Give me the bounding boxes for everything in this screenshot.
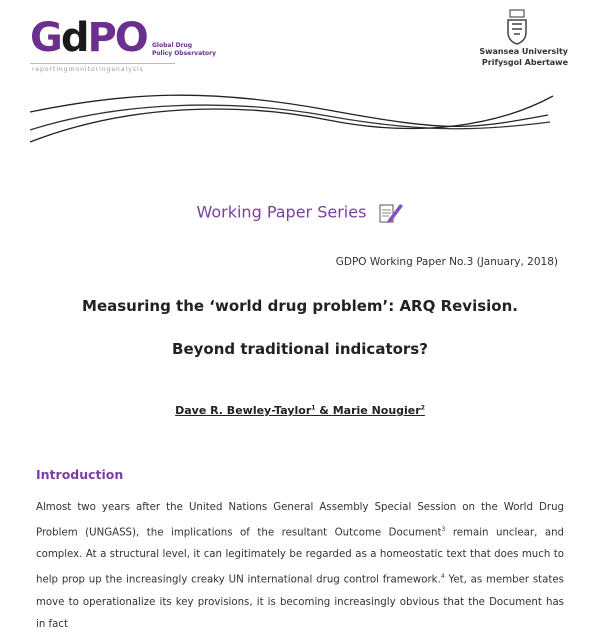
footnote-ref[interactable]: 3 [441, 526, 446, 533]
gdpo-logo-subtitle: Global Drug Policy Observatory [152, 42, 217, 57]
footnote-ref[interactable]: 4 [440, 573, 445, 581]
gdpo-logo [30, 16, 230, 80]
gdpo-logo-letters: GdPO [30, 15, 147, 61]
university-crest-icon [502, 8, 532, 46]
body-paragraph: Almost two years after the United Nations General Assembly Special Session on the World Drug Problem (UNGASS), the implications of the resultant Outcome Document$^3$ remain unclear, and complex. At a structural level, it can legitimately be regarded as a homeostatic text that does much to help prop up the increasingly creaky UN international drug control framework.$^4$ Yet, as member states move to operationalize its key provisions, it is becoming increasingly obvious that the Document has in fact [36, 502, 564, 630]
decorative-wave [28, 90, 568, 150]
logo-divider [30, 63, 175, 64]
paper-subtitle: Beyond traditional indicators? [172, 340, 428, 358]
gdpo-logo-tagline: reportingmonitoringanalysis [32, 66, 144, 73]
paper-title: Measuring the ‘world drug problem’: ARQ Revision. [82, 297, 518, 315]
paper-number: GDPO Working Paper No.3 (January, 2018) [335, 256, 558, 268]
section-heading-introduction: Introduction [36, 467, 124, 482]
pencil-notepad-icon [378, 202, 404, 224]
swansea-university-logo [438, 8, 568, 68]
university-name: Swansea University Prifysgol Abertawe [479, 47, 568, 67]
series-heading: Working Paper Series [0, 202, 600, 224]
authors: Dave R. Bewley-Taylor$^1$ & Marie Nougier$^2$ [175, 404, 425, 417]
